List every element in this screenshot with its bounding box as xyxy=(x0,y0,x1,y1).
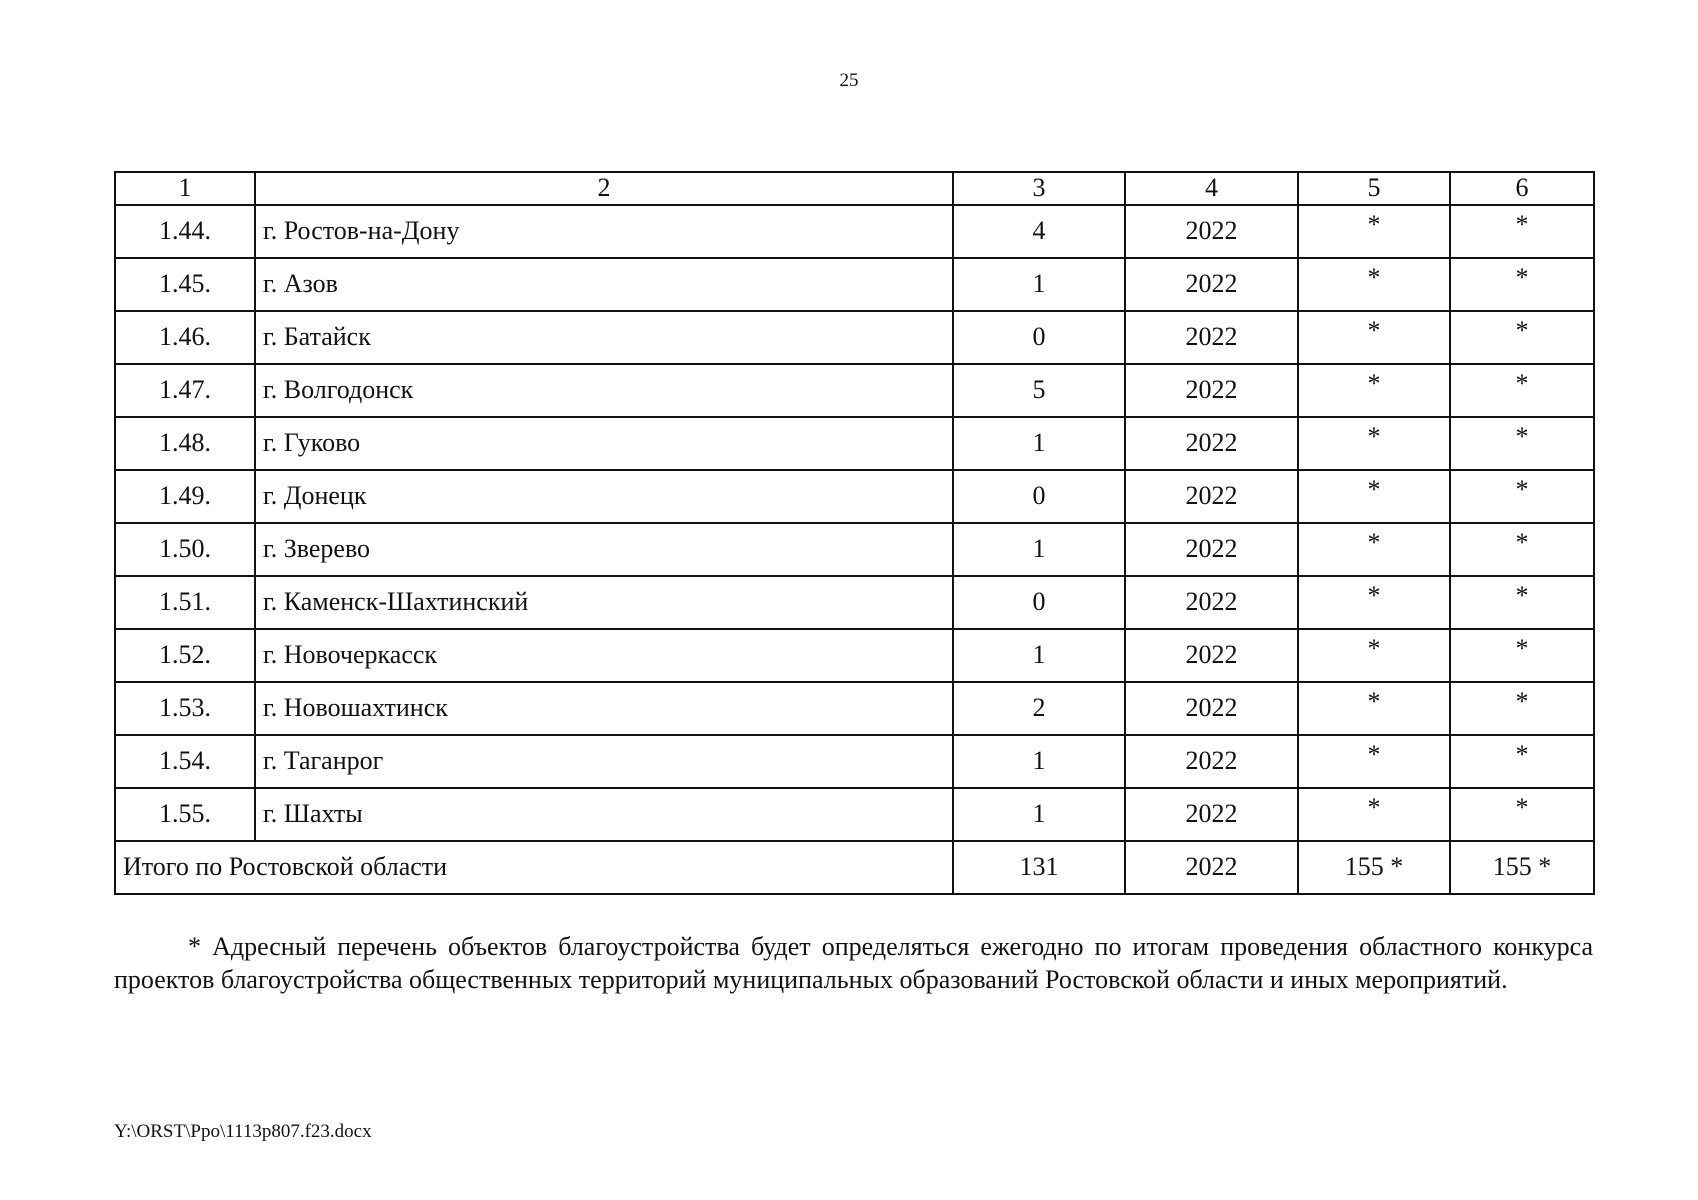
count: 2 xyxy=(953,682,1125,735)
asterisk-mark: * xyxy=(1515,528,1529,558)
asterisk-mark: * xyxy=(1367,263,1381,293)
col5-value xyxy=(1298,629,1450,682)
header-cell-1: 1 xyxy=(115,172,255,205)
asterisk-mark: * xyxy=(1515,581,1529,611)
table-row xyxy=(115,364,1594,417)
asterisk-mark: * xyxy=(1515,634,1529,664)
municipality-name: г. Шахты xyxy=(255,788,953,841)
row-number: 1.44. xyxy=(115,205,255,258)
asterisk-mark: * xyxy=(1367,316,1381,346)
row-number: 1.51. xyxy=(115,576,255,629)
asterisk-mark: * xyxy=(1515,210,1529,240)
footnote: * Адресный перечень объектов благоустройства будет определяться ежегодно по итогам проведения областного конкурса проектов благоустройства общественных территорий муниципальных образований Ростовской области и иных мероприятий. xyxy=(114,932,1593,994)
col5-value xyxy=(1298,788,1450,841)
col5-value xyxy=(1298,364,1450,417)
row-number: 1.50. xyxy=(115,523,255,576)
row-number: 1.52. xyxy=(115,629,255,682)
col6-value xyxy=(1450,735,1594,788)
data-table xyxy=(114,171,1595,895)
col6-value xyxy=(1450,417,1594,470)
table-row xyxy=(115,311,1594,364)
asterisk-mark: * xyxy=(1515,316,1529,346)
row-number: 1.47. xyxy=(115,364,255,417)
header-row xyxy=(115,172,1594,205)
page-number: 25 xyxy=(839,70,859,91)
asterisk-mark: * xyxy=(1515,369,1529,399)
col5-value xyxy=(1298,523,1450,576)
row-number: 1.53. xyxy=(115,682,255,735)
col6-value xyxy=(1450,205,1594,258)
row-number: 1.54. xyxy=(115,735,255,788)
municipality-name: г. Батайск xyxy=(255,311,953,364)
col6-value xyxy=(1450,311,1594,364)
asterisk-mark: * xyxy=(1367,210,1381,240)
header-cell-2: 2 xyxy=(255,172,953,205)
asterisk-mark: * xyxy=(1515,687,1529,717)
year: 2022 xyxy=(1125,417,1298,470)
col6-value xyxy=(1450,576,1594,629)
asterisk-mark: * xyxy=(1367,369,1381,399)
count: 1 xyxy=(953,788,1125,841)
count: 0 xyxy=(953,470,1125,523)
asterisk-mark: * xyxy=(1367,740,1381,770)
col5-value xyxy=(1298,417,1450,470)
municipality-name: г. Ростов-на-Дону xyxy=(255,205,953,258)
year: 2022 xyxy=(1125,470,1298,523)
municipality-name: г. Зверево xyxy=(255,523,953,576)
col5-value xyxy=(1298,311,1450,364)
count: 5 xyxy=(953,364,1125,417)
total-col3: 131 xyxy=(953,841,1125,894)
municipality-name: г. Новочеркасск xyxy=(255,629,953,682)
col5-value xyxy=(1298,470,1450,523)
year: 2022 xyxy=(1125,788,1298,841)
year: 2022 xyxy=(1125,629,1298,682)
asterisk-mark: * xyxy=(1367,422,1381,452)
col5-value xyxy=(1298,735,1450,788)
year: 2022 xyxy=(1125,205,1298,258)
total-col5: 155 * xyxy=(1298,841,1450,894)
count: 0 xyxy=(953,311,1125,364)
asterisk-mark: * xyxy=(1367,528,1381,558)
municipality-name: г. Азов xyxy=(255,258,953,311)
table-row xyxy=(115,788,1594,841)
year: 2022 xyxy=(1125,735,1298,788)
row-number: 1.45. xyxy=(115,258,255,311)
row-number: 1.55. xyxy=(115,788,255,841)
table-row xyxy=(115,576,1594,629)
asterisk-mark: * xyxy=(1515,422,1529,452)
municipality-name: г. Донецк xyxy=(255,470,953,523)
table-row xyxy=(115,629,1594,682)
municipality-name: г. Гуково xyxy=(255,417,953,470)
col5-value xyxy=(1298,258,1450,311)
table-body xyxy=(115,205,1594,841)
col6-value xyxy=(1450,629,1594,682)
col6-value xyxy=(1450,364,1594,417)
asterisk-mark: * xyxy=(1367,687,1381,717)
year: 2022 xyxy=(1125,258,1298,311)
asterisk-mark: * xyxy=(1367,581,1381,611)
col6-value xyxy=(1450,258,1594,311)
col6-value xyxy=(1450,470,1594,523)
header-cell-3: 3 xyxy=(953,172,1125,205)
table-header xyxy=(115,172,1594,205)
year: 2022 xyxy=(1125,364,1298,417)
header-cell-5: 5 xyxy=(1298,172,1450,205)
count: 0 xyxy=(953,576,1125,629)
asterisk-mark: * xyxy=(1515,793,1529,823)
year: 2022 xyxy=(1125,311,1298,364)
asterisk-mark: * xyxy=(1515,475,1529,505)
municipality-name: г. Новошахтинск xyxy=(255,682,953,735)
col5-value xyxy=(1298,682,1450,735)
total-col4: 2022 xyxy=(1125,841,1298,894)
table-row xyxy=(115,523,1594,576)
count: 1 xyxy=(953,629,1125,682)
col5-value xyxy=(1298,205,1450,258)
count: 1 xyxy=(953,735,1125,788)
table-row xyxy=(115,470,1594,523)
col6-value xyxy=(1450,788,1594,841)
asterisk-mark: * xyxy=(1367,634,1381,664)
row-number: 1.46. xyxy=(115,311,255,364)
year: 2022 xyxy=(1125,523,1298,576)
total-label: Итого по Ростовской области xyxy=(115,841,953,894)
count: 1 xyxy=(953,417,1125,470)
table-row xyxy=(115,735,1594,788)
municipality-name: г. Таганрог xyxy=(255,735,953,788)
table-row xyxy=(115,682,1594,735)
municipality-name: г. Волгодонск xyxy=(255,364,953,417)
count: 1 xyxy=(953,258,1125,311)
col6-value xyxy=(1450,523,1594,576)
col5-value xyxy=(1298,576,1450,629)
row-number: 1.49. xyxy=(115,470,255,523)
municipality-name: г. Каменск-Шахтинский xyxy=(255,576,953,629)
header-cell-6: 6 xyxy=(1450,172,1594,205)
table-total xyxy=(115,841,1594,894)
asterisk-mark: * xyxy=(1367,475,1381,505)
year: 2022 xyxy=(1125,576,1298,629)
asterisk-mark: * xyxy=(1367,793,1381,823)
count: 4 xyxy=(953,205,1125,258)
count: 1 xyxy=(953,523,1125,576)
total-col6: 155 * xyxy=(1450,841,1594,894)
header-cell-4: 4 xyxy=(1125,172,1298,205)
table-row xyxy=(115,417,1594,470)
table-row xyxy=(115,258,1594,311)
asterisk-mark: * xyxy=(1515,740,1529,770)
table-row xyxy=(115,205,1594,258)
total-row xyxy=(115,841,1594,894)
year: 2022 xyxy=(1125,682,1298,735)
asterisk-mark: * xyxy=(1515,263,1529,293)
col6-value xyxy=(1450,682,1594,735)
file-path: Y:\ORST\Ppo\1113p807.f23.docx xyxy=(114,1121,372,1142)
row-number: 1.48. xyxy=(115,417,255,470)
